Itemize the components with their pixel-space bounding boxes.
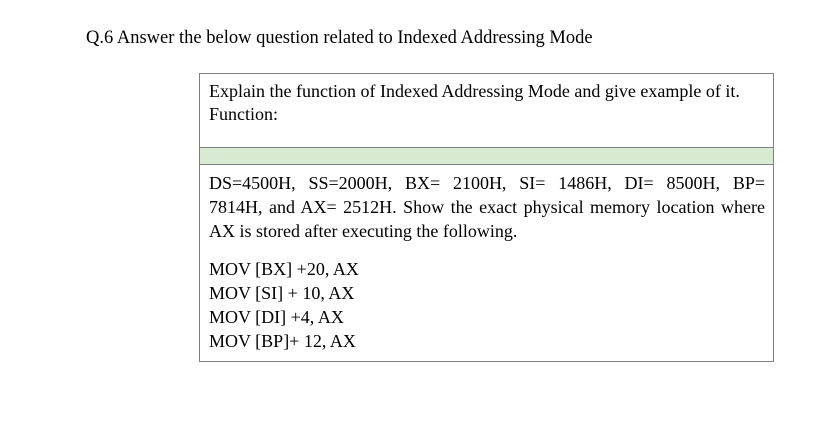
- given-values-line-1: DS=4500H, SS=2000H, BX= 2100H, SI= 1486H, DI= 8500H, BP=: [209, 173, 765, 193]
- table-spacer-row: [200, 148, 773, 165]
- spacer: [209, 243, 765, 257]
- instruction-line: MOV [BX] +20, AX: [209, 259, 359, 279]
- question-heading: Q.6 Answer the below question related to Indexed Addressing Mode: [86, 28, 593, 48]
- instruction-line: MOV [BP]+ 12, AX: [209, 331, 356, 351]
- problem-cell: [200, 165, 773, 361]
- function-label: Function:: [209, 103, 279, 124]
- function-prompt: Explain the function of Indexed Addressing Mode and give example of it.: [209, 81, 740, 101]
- given-values-line-3: AX is stored after executing the following.: [209, 221, 518, 241]
- instruction-line: MOV [DI] +4, AX: [209, 307, 344, 327]
- function-cell: [200, 74, 773, 148]
- given-values-line-2: 7814H, and AX= 2512H. Show the exact physical memory location where: [209, 197, 765, 217]
- question-table: [199, 73, 774, 362]
- instruction-line: MOV [SI] + 10, AX: [209, 283, 355, 303]
